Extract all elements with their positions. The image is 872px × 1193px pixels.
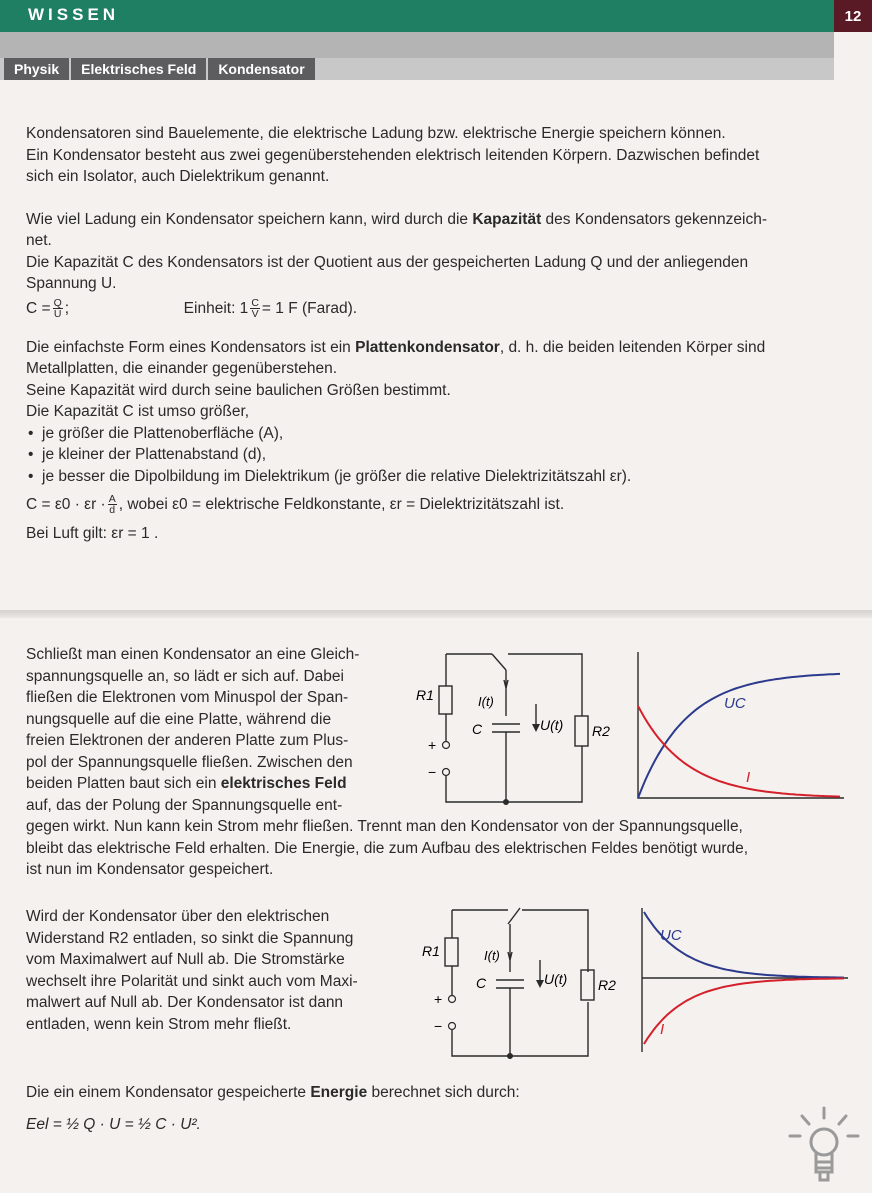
charging-text [26, 644, 396, 816]
graph-axes [638, 652, 844, 798]
discharging-circuit-diagram [410, 904, 620, 1064]
r2-label: R2 [592, 723, 610, 739]
uc-curve [644, 912, 844, 978]
c-label: C [476, 975, 487, 991]
plate-line: Metallplatten, die einander gegenüberstehen. [26, 360, 338, 377]
r1-label: R1 [422, 943, 440, 959]
capacity-paragraph: Wie viel Ladung ein Kondensator speichern kann, wird durch die Kapazität des Kondensators gekennzeich- [26, 210, 767, 228]
uc-curve-label: UC [724, 695, 746, 712]
breadcrumb-kondensator[interactable]: Kondensator [208, 58, 314, 80]
plate-line: Die Kapazität C ist umso größer, [26, 403, 250, 420]
text-line: vom Maximalwert auf Null ab. Die Stromstärke [26, 951, 345, 968]
breadcrumb-elektrisches-feld[interactable]: Elektrisches Feld [71, 58, 206, 80]
text-line: fließen die Elektronen vom Minuspol der Span- [26, 689, 349, 706]
capacity-paragraph-end: net. [26, 232, 52, 249]
text-line: entladen, wenn kein Strom mehr fließt. [26, 1015, 292, 1033]
term-plattenkondensator: Plattenkondensator [355, 338, 500, 356]
breadcrumb [4, 58, 317, 80]
energy-line: Die ein einem Kondensator gespeicherte Energie berechnet sich durch: [26, 1084, 520, 1101]
definition-line: Die Kapazität C des Kondensators ist der Quotient aus der gespeicherten Ladung Q und der anliegenden [26, 253, 749, 271]
c-label: C [472, 721, 483, 737]
air-line: Bei Luft gilt: εr = 1 . [26, 525, 159, 542]
text-line: pol der Spannungsquelle fließen. Zwischen den [26, 753, 353, 771]
section-title: WISSEN [28, 5, 120, 24]
plus-label: + [434, 991, 443, 1007]
header-band [0, 0, 834, 32]
charging-graph [632, 648, 848, 804]
u-label: U(t) [544, 971, 568, 987]
text-line: bleibt das elektrische Feld erhalten. Die Energie, die zum Aufbau des elektrischen Feldes benötigt wurde, [26, 839, 749, 857]
text-line: malwert auf Null ab. Der Kondensator ist dann [26, 994, 344, 1011]
intro-line: Kondensatoren sind Bauelemente, die elektrische Ladung bzw. elektrische Energie speichern können. [26, 125, 726, 142]
term-elektrisches-feld: elektrisches Feld [220, 775, 347, 792]
formula-fraction: $\frac{Q}{U}$ [53, 296, 62, 320]
discharging-graph [636, 906, 852, 1056]
text-line: Schließt man einen Kondensator an eine Gleich- [26, 646, 360, 663]
plate-capacitor-paragraph: Die einfachste Form eines Kondensators ist ein Plattenkondensator, d. h. die beiden leitenden Körper sind [26, 338, 766, 356]
page-divider [0, 610, 872, 618]
plate-line: Seine Kapazität wird durch seine baulichen Größen bestimmt. [26, 381, 451, 399]
energy-section [26, 1082, 726, 1135]
minus-label: − [428, 764, 437, 780]
r1-label: R1 [416, 687, 434, 703]
page-number: 12 [834, 0, 872, 32]
capacity-formula: C = $\frac{Q}{U}$ ; Einheit: 1 $\frac{C}{V}$ = 1 F (Farad). [26, 296, 358, 320]
text-line: wechselt ihre Polarität und sinkt auch vom Maxi- [26, 972, 358, 990]
list-item: • je besser die Dipolbildung im Dielektrikum (je größer die relative Dielektrizitätszahl εr). [26, 466, 831, 488]
factor-list [26, 423, 831, 488]
current-curve [644, 978, 844, 1044]
current-label: I(t) [478, 694, 494, 709]
text-line: nungsquelle auf die eine Platte, während die [26, 710, 332, 728]
text-line: auf, das der Polung der Spannungsquelle ent- [26, 796, 343, 814]
intro-section [26, 123, 831, 545]
u-label: U(t) [540, 717, 564, 733]
current-curve-label: I [660, 1021, 665, 1038]
discharging-text [26, 906, 396, 1035]
current-curve [638, 706, 840, 797]
definition-line: Spannung U. [26, 275, 117, 292]
list-item: • je kleiner der Plattenabstand (d), [26, 444, 831, 466]
plus-label: + [428, 737, 437, 753]
text-line: gegen wirkt. Nun kann kein Strom mehr fließen. Trennt man den Kondensator von der Spannungsquelle, [26, 818, 743, 835]
lightbulb-icon [784, 1104, 864, 1188]
intro-line: sich ein Isolator, auch Dielektrikum genannt. [26, 168, 330, 185]
text-line: beiden Platten baut sich ein elektrisches Feld [26, 775, 347, 792]
list-item: • je größer die Plattenoberfläche (A), [26, 423, 831, 445]
text-line: spannungsquelle an, so lädt er sich auf. Dabei [26, 667, 344, 685]
charging-circuit-diagram [410, 648, 620, 808]
uc-curve-label: UC [660, 927, 682, 944]
intro-line: Ein Kondensator besteht aus zwei gegenüberstehenden elektrisch leitenden Körpern. Dazwischen befindet [26, 146, 760, 164]
unit-formula: Einheit: 1 $\frac{C}{V}$ = 1 F (Farad). [183, 296, 358, 320]
header-bar [0, 32, 834, 58]
minus-label: − [434, 1018, 443, 1034]
text-line: Widerstand R2 entladen, so sinkt die Spannung [26, 929, 354, 947]
breadcrumb-physik[interactable]: Physik [4, 58, 69, 80]
current-curve-label: I [746, 769, 751, 786]
text-line: Wird der Kondensator über den elektrischen [26, 908, 330, 925]
term-kapazitaet: Kapazität [472, 210, 542, 228]
uc-curve [638, 674, 840, 798]
r2-label: R2 [598, 977, 616, 993]
plate-formula: C = ε0 · εr · $\frac{A}{d}$ , wobei ε0 = elektrische Feldkonstante, εr = Dielektrizitätszahl ist. [26, 493, 565, 517]
text-line: ist nun im Kondensator gespeichert. [26, 861, 274, 878]
charging-text-wide [26, 816, 836, 881]
current-label: I(t) [484, 948, 500, 963]
energy-formula: Eel = ½ Q · U = ½ C · U². [26, 1115, 201, 1133]
text-line: freien Elektronen der anderen Platte zum Plus- [26, 732, 349, 749]
term-energie: Energie [310, 1084, 368, 1101]
